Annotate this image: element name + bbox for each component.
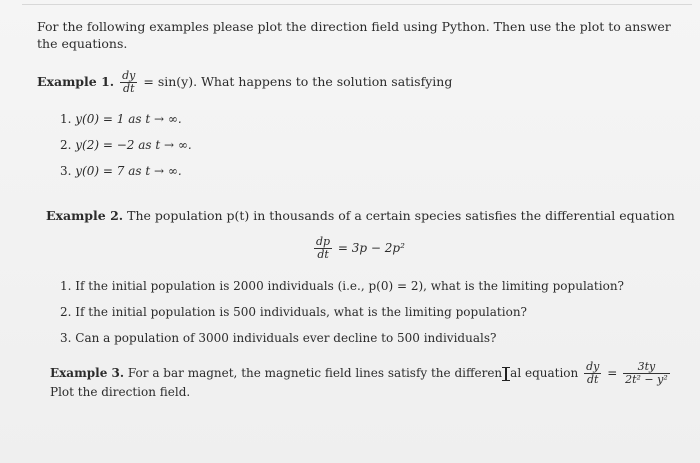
list-number: 1. xyxy=(60,112,72,126)
example3-rhs-fraction xyxy=(623,361,670,386)
example3-text-before: For a bar magnet, the magnetic field lines satisfy the differen xyxy=(127,366,503,380)
example2-label: Example 2. xyxy=(46,208,124,223)
list-text: y(0) = 1 as t → ∞. xyxy=(75,112,182,126)
example1-heading xyxy=(37,70,452,95)
example2-frac-num: dp xyxy=(316,235,331,248)
list-number: 3. xyxy=(60,164,72,178)
text-cursor-icon xyxy=(502,367,510,381)
example3-lhs-fraction xyxy=(584,361,601,386)
top-divider xyxy=(22,4,692,5)
example2-fraction xyxy=(314,236,332,261)
list-number: 3. xyxy=(60,331,72,345)
example3-text-after: al equation xyxy=(510,366,579,380)
list-text: y(0) = 7 as t → ∞. xyxy=(75,164,182,178)
list-text: y(2) = −2 as t → ∞. xyxy=(75,138,192,152)
example1-frac-den: dt xyxy=(123,82,135,95)
list-text: If the initial population is 500 individuals, what is the limiting population? xyxy=(75,305,527,319)
example2-text: The population p(t) in thousands of a certain species satisfies the differential equation xyxy=(127,208,675,223)
intro-paragraph: For the following examples please plot the direction field using Python. Then use the plot to answer the equations. xyxy=(37,19,671,51)
example3-frac-num: dy xyxy=(586,360,600,373)
example1-label: Example 1. xyxy=(37,74,115,89)
example3-line1 xyxy=(50,361,672,386)
equals-sign: = xyxy=(607,366,618,380)
example2-item-1 xyxy=(60,279,624,293)
example2-equation xyxy=(312,236,405,261)
list-number: 2. xyxy=(60,138,72,152)
list-number: 1. xyxy=(60,279,72,293)
example1-fraction xyxy=(120,70,137,95)
example3-label: Example 3. xyxy=(50,366,125,380)
example2-frac-den: dt xyxy=(317,248,329,261)
list-number: 2. xyxy=(60,305,72,319)
example2-item-3 xyxy=(60,331,496,345)
example2-equation-rhs: = 3p − 2p² xyxy=(337,241,405,255)
example1-item-2 xyxy=(60,138,192,152)
example3-rhs-den: 2t² − y² xyxy=(625,373,668,386)
list-text: Can a population of 3000 individuals ever decline to 500 individuals? xyxy=(75,331,497,345)
example2-item-2 xyxy=(60,305,527,319)
example3-frac-den: dt xyxy=(586,373,599,386)
example1-item-3 xyxy=(60,164,182,178)
list-text: If the initial population is 2000 individuals (i.e., p(0) = 2), what is the limiting population? xyxy=(75,279,624,293)
example3-rhs-num: 3ty xyxy=(623,361,670,374)
example3-line2: Plot the direction field. xyxy=(50,385,191,399)
example1-frac-num: dy xyxy=(122,69,136,82)
example1-item-1 xyxy=(60,112,182,126)
example1-question: What happens to the solution satisfying xyxy=(201,74,453,89)
example1-equation-rhs: = sin(y). xyxy=(143,74,198,89)
example2-heading xyxy=(46,208,675,223)
